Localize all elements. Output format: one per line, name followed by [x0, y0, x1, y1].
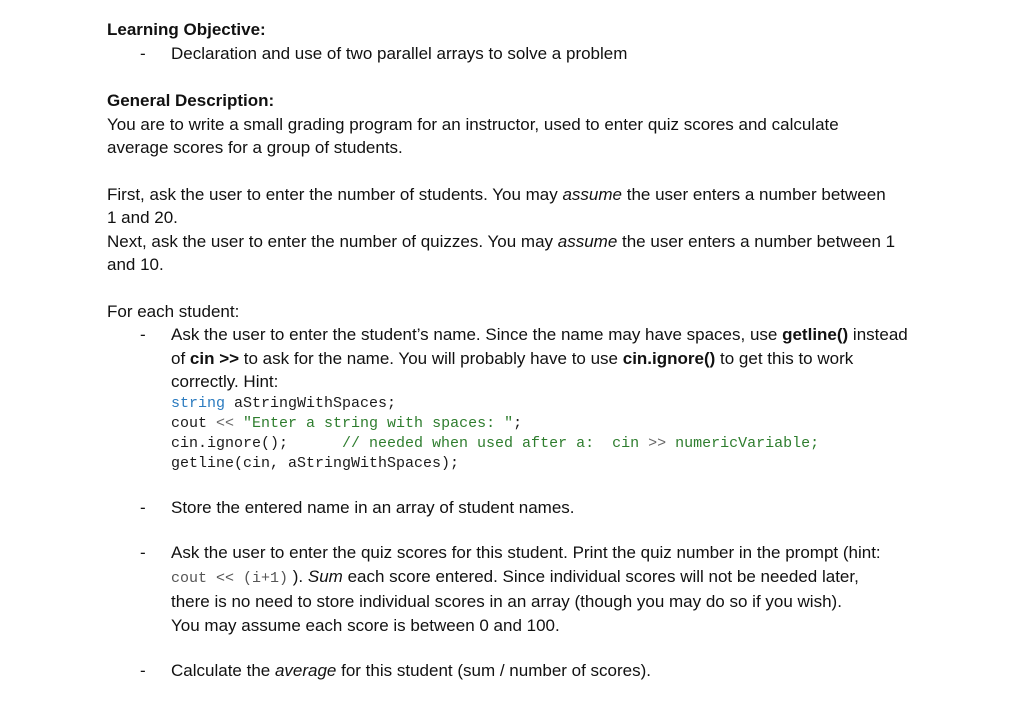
code-line-4: getline(cin, aStringWithSpaces);: [171, 454, 460, 472]
objective-text: Declaration and use of two parallel arrays to solve a problem: [171, 44, 628, 63]
code-text: cin.ignore();: [171, 434, 343, 452]
code-line-3: [171, 434, 967, 454]
quiz-scores-line-2: [171, 565, 967, 591]
first-step-line-1: [107, 183, 967, 207]
quiz-scores-text: each score entered. Since individual scores will not be needed later,: [342, 566, 859, 586]
code-keyword: string: [171, 394, 226, 412]
quiz-scores-line-3: there is no need to store individual scores in an array (though you may do so if you wish).: [171, 592, 842, 611]
emphasis-assume: assume: [562, 184, 622, 204]
ask-name-line-3: correctly. Hint:: [171, 372, 279, 391]
code-string: "Enter a string with spaces: ": [234, 414, 514, 432]
emphasis-assume: assume: [557, 231, 618, 251]
calculate-text-end: for this student (sum / number of scores).: [336, 661, 652, 680]
description-heading: General Description:: [107, 90, 275, 110]
code-comment: numericVariable;: [666, 434, 820, 452]
description-line-1: You are to write a small grading program for an instructor, used to enter quiz scores and calculate: [107, 114, 839, 134]
code-hint-block: [171, 394, 967, 474]
emphasis-sum: Sum: [307, 566, 343, 586]
first-step-line-2: 1 and 20.: [107, 208, 178, 227]
first-step-text-end: the user enters a number between: [622, 184, 886, 204]
next-step-line-1: [107, 230, 967, 254]
code-text: aStringWithSpaces;: [225, 394, 397, 412]
next-step-line-2: and 10.: [107, 255, 164, 274]
code-line-1: [171, 394, 967, 414]
ask-name-line-2: [171, 347, 967, 371]
bullet-store-name: [107, 496, 967, 520]
ask-name-text: Ask the user to enter the student’s name. Since the name may have spaces, use: [171, 325, 783, 344]
code-operator: >>: [648, 434, 667, 452]
code-text: cout: [171, 414, 217, 432]
calculate-text: Calculate the: [171, 661, 275, 680]
bullet-calculate-average: [107, 659, 967, 683]
cin-bold: cin >>: [189, 348, 240, 368]
quiz-scores-text: ).: [288, 566, 308, 586]
ask-name-text-end: instead: [848, 325, 908, 344]
ask-name-text-end: to get this to work: [715, 348, 854, 368]
quiz-scores-line-4: You may assume each score is between 0 and 100.: [171, 615, 560, 635]
assignment-document: [107, 18, 967, 683]
next-step-text: Next, ask the user to enter the number of quizzes. You may: [107, 231, 558, 251]
bullet-quiz-scores: [107, 541, 967, 637]
bullet-dash: -: [140, 661, 146, 680]
next-step-text-end: the user enters a number between 1: [617, 231, 896, 251]
code-comment: cin: [594, 434, 649, 452]
bullet-dash: -: [140, 325, 146, 344]
objective-heading: Learning Objective:: [107, 20, 266, 39]
emphasis-average: average: [274, 661, 337, 680]
description-line-2: average scores for a group of students.: [107, 138, 403, 157]
objective-bullet: [107, 42, 967, 66]
bullet-dash: -: [140, 543, 146, 562]
bullet-ask-name: [107, 323, 967, 394]
bullet-dash: -: [140, 497, 146, 517]
quiz-scores-line-1: Ask the user to enter the quiz scores for this student. Print the quiz number in the prompt (hint:: [171, 543, 881, 562]
ask-name-line-1: [171, 323, 967, 347]
getline-bold: getline(): [782, 325, 849, 344]
code-text: ;: [513, 414, 523, 432]
code-line-2: [171, 414, 967, 434]
ask-name-text: of: [171, 348, 190, 368]
code-comment: // needed when used after a:: [342, 434, 595, 452]
inline-code: cout << (i+1): [171, 569, 289, 587]
code-operator: <<: [216, 414, 235, 432]
ask-name-text: to ask for the name. You will probably have to use: [239, 348, 623, 368]
first-step-text: First, ask the user to enter the number of students. You may: [107, 184, 563, 204]
cin-ignore-bold: cin.ignore(): [622, 348, 716, 368]
store-name-text: Store the entered name in an array of student names.: [171, 497, 575, 517]
for-each-heading: For each student:: [107, 301, 240, 321]
bullet-dash: -: [140, 44, 146, 63]
